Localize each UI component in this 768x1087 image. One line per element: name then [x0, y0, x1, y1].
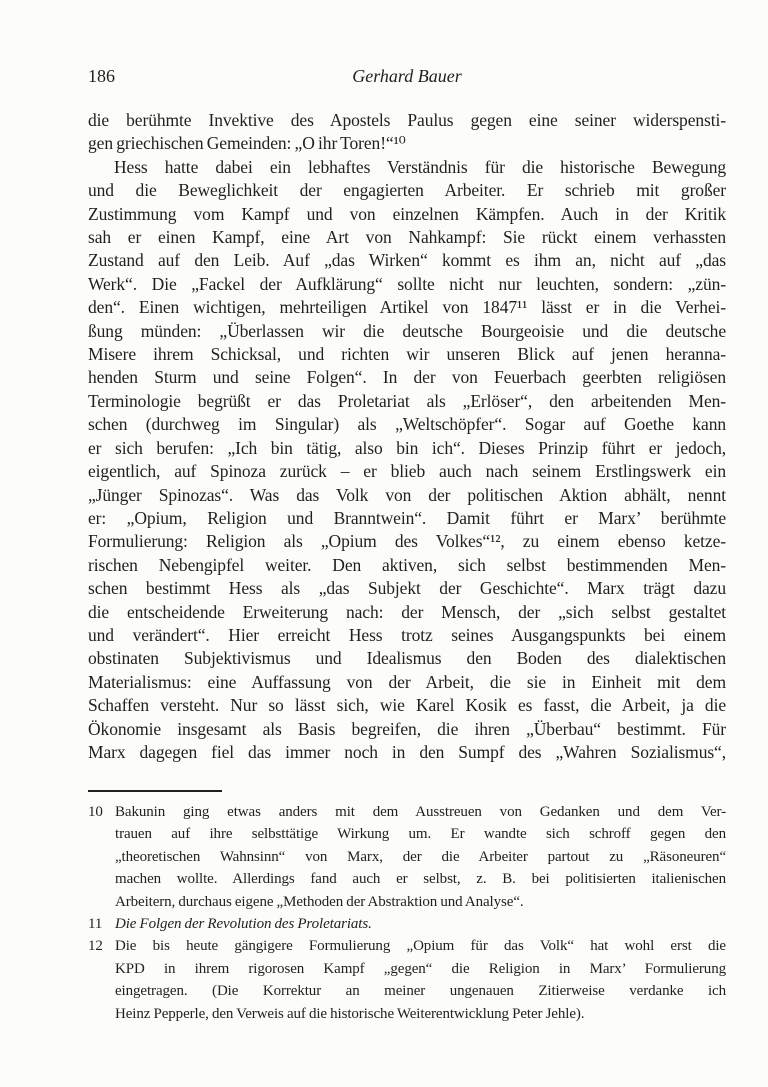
- page-number: 186: [88, 66, 115, 86]
- footnote-line: Die Folgen der Revolution des Proletariats.: [115, 916, 372, 933]
- text-line: die berühmte Invektive des Apostels Paulus gegen eine seiner widerspensti-: [88, 110, 726, 130]
- text-line: ßung münden: „Überlassen wir die deutsche Bourgeoisie und die deutsche: [88, 320, 726, 341]
- footnote-number: 12: [88, 938, 103, 955]
- footnote: [88, 913, 726, 935]
- footnote-line: machen wollte. Allerdings fand auch er selbst, z. B. bei politisierten italienischen: [115, 871, 726, 888]
- text-line: er sich berufen: „Ich bin tätig, also bin ich“. Dieses Prinzip führt er jedoch,: [88, 437, 726, 458]
- footnote-line: eingetragen. (Die Korrektur an meiner ungenauen Zitierweise verdanke ich: [115, 983, 726, 1000]
- text-line: die entscheidende Erweiterung nach: der Mensch, der „sich selbst gestaltet: [88, 601, 726, 622]
- text-line: schen bestimmt Hess als „das Subjekt der Geschichte“. Marx trägt dazu: [88, 578, 726, 599]
- footnotes-section: [88, 801, 726, 1025]
- footnote-line: Die bis heute gängigere Formulierung „Opium für das Volk“ hat wohl erst die: [115, 938, 726, 955]
- footnote-number: 10: [88, 804, 103, 820]
- text-line: rischen Nebengipfel weiter. Den aktiven, sich selbst bestimmenden Men-: [88, 554, 726, 575]
- text-line: sah er einen Kampf, eine Art von Nahkampf: Sie rückt einem verhassten: [88, 227, 726, 248]
- text-line: Marx dagegen fiel das immer noch in den Sumpf des „Wahren Sozialismus“,: [88, 741, 726, 762]
- footnote-line: trauen auf ihre selbsttätige Wirkung um. Er wandte sich schroff gegen den: [115, 826, 726, 843]
- text-line: obstinaten Subjektivismus und Idealismus den Boden des dialektischen: [88, 648, 726, 669]
- footnote-number: 11: [88, 916, 103, 933]
- text-line: Misere ihrem Schicksal, und richten wir unseren Blick auf jenen heranna-: [88, 344, 726, 365]
- running-header: [88, 64, 726, 88]
- main-text: [88, 109, 726, 764]
- footnote-line: Arbeitern, durchaus eigene „Methoden der Abstraktion und Analyse“.: [115, 893, 524, 910]
- text-line: Terminologie begrüßt er das Proletariat als „Erlöser“, den arbeitenden Men-: [88, 390, 726, 411]
- text-line: er: „Opium, Religion und Branntwein“. Damit führt er Marx’ berühmte: [88, 507, 726, 528]
- text-line: Materialismus: eine Auffassung von der Arbeit, die sie in Einheit mit dem: [88, 671, 726, 692]
- text-line: und verändert“. Hier erreicht Hess trotz seines Ausgangspunkts bei einem: [88, 624, 726, 645]
- text-line: Formulierung: Religion als „Opium des Volkes“¹², zu einem ebenso ketze-: [88, 531, 726, 552]
- text-line: und die Beweglichkeit der engagierten Arbeiter. Er schrieb mit großer: [88, 180, 726, 201]
- text-line: „Jünger Spinozas“. Was das Volk von der politischen Aktion abhält, nennt: [88, 484, 726, 505]
- footnote: [88, 801, 726, 913]
- text-line: Zustimmung vom Kampf und von einzelnen Kämpfen. Auch in der Kritik: [88, 203, 726, 224]
- text-line: eigentlich, auf Spinoza zurück – er blieb auch nach seinem Erstlingswerk ein: [88, 461, 726, 482]
- text-line: Ökonomie insgesamt als Basis begreifen, die ihren „Überbau“ bestimmt. Für: [88, 718, 726, 739]
- footnote-line: Heinz Pepperle, den Verweis auf die historische Weiterentwicklung Peter Jehle).: [115, 1005, 585, 1022]
- text-line: Zustand auf den Leib. Auf „das Wirken“ kommt es ihm an, nicht auf „das: [88, 250, 726, 271]
- text-line: gen griechischen Gemeinden: „O ihr Toren!“¹⁰: [88, 133, 406, 154]
- footnote-line: KPD in ihrem rigorosen Kampf „gegen“ die Religion in Marx’ Formulierung: [115, 960, 726, 977]
- text-line: schen (durchweg im Singular) als „Weltschöpfer“. Sogar auf Goethe kann: [88, 414, 726, 435]
- footnote-line: „theoretischen Wahnsinn“ von Marx, der die Arbeiter partout zu „Räsoneuren“: [115, 848, 726, 865]
- running-header-author: Gerhard Bauer: [352, 66, 462, 86]
- text-line: Schaffen versteht. Nur so lässt sich, wie Karel Kosik es fasst, die Arbeit, ja die: [88, 695, 726, 716]
- text-line: henden Sturm und seine Folgen“. In der von Feuerbach geerbten religiösen: [88, 367, 726, 388]
- footnote-separator-rule: [88, 790, 222, 792]
- text-line: Hess hatte dabei ein lebhaftes Verständnis für die historische Bewegung: [114, 156, 726, 177]
- text-line: den“. Einen wichtigen, mehrteiligen Artikel von 1847¹¹ lässt er in die Verhei-: [88, 297, 726, 318]
- footnote: [88, 935, 726, 1025]
- footnote-line: Bakunin ging etwas anders mit dem Ausstreuen von Gedanken und dem Ver-: [115, 804, 726, 820]
- text-line: Werk“. Die „Fackel der Aufklärung“ sollte nicht nur leuchten, sondern: „zün-: [88, 273, 726, 294]
